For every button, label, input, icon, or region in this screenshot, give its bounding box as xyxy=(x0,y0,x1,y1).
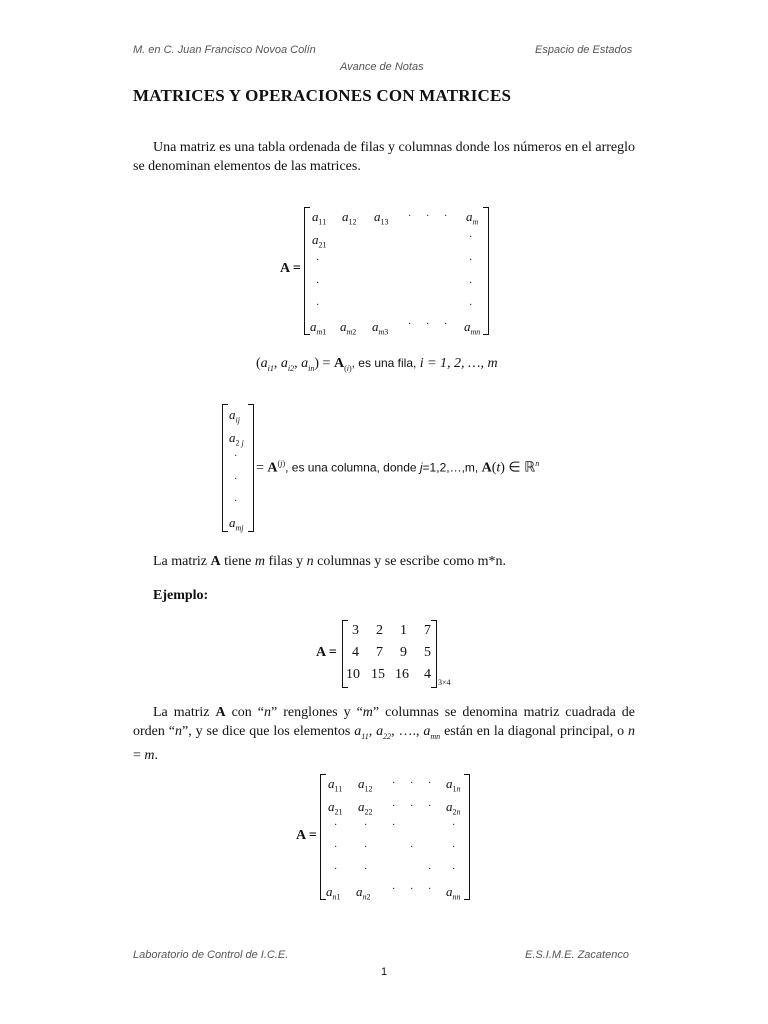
row-caption: ($a_{i1}$, $a_{i2}$, $a_{in}) = A_{(i)}$, es una fila, i = 1, 2, …, m xyxy=(256,356,498,373)
example-cell: 7 xyxy=(424,623,431,638)
example-cell: 10 xyxy=(346,667,360,682)
header-subtitle: Avance de Notas xyxy=(340,61,424,73)
example-cell: 9 xyxy=(400,645,407,660)
example-cell: 1 xyxy=(400,623,407,638)
column-vector: $a_{ij}$ $a_{2 j}$ · · · $a_{mj}$ xyxy=(222,404,262,532)
page-title: MATRICES Y OPERACIONES CON MATRICES xyxy=(133,86,512,105)
header-subject: Espacio de Estados xyxy=(535,44,633,56)
example-cell: 5 xyxy=(424,645,431,660)
example-cell: 16 xyxy=(395,667,409,682)
column-caption: = $A^{(j)}$, es una columna, donde j=1,2,…,m, A(t) ∈ ℝ$^n$ xyxy=(256,459,540,476)
column-caption-rest: =1,2,…,m, xyxy=(422,460,482,475)
page-number: 1 xyxy=(380,966,388,978)
example-size: 3×4 xyxy=(438,678,451,687)
footer-left: Laboratorio de Control de I.C.E. xyxy=(133,949,289,961)
header-author: M. en C. Juan Francisco Novoa Colín xyxy=(133,44,316,56)
example-cell: 15 xyxy=(371,667,385,682)
example-cell: 7 xyxy=(376,645,383,660)
matrix-a-general: A = $a_{11}$ $a_{12}$ $a_{13}$ · · · $a_m$ $a_{21}$ · · · · · · · $a_{m1}$ $a_{m2}$ $a_{m3}$ · · · $a_{mn}$ xyxy=(280,205,500,337)
row-caption-index: i = 1, 2, …, m xyxy=(419,356,498,371)
example-cell: 3 xyxy=(352,623,359,638)
footer-right: E.S.I.M.E. Zacatenco xyxy=(525,949,629,961)
column-caption-text: , es una columna, donde xyxy=(285,460,420,475)
example-label: Ejemplo: xyxy=(153,588,209,603)
example-cell: 2 xyxy=(376,623,383,638)
square-matrix-paragraph: La matriz A con “n” renglones y “m” columnas se denomina matriz cuadrada de orden “n”, y se dice que los elementos $a_{11}$, $a_{22}$, …., $a_{mn}$ están en la diagonal principal, o n = m. xyxy=(133,705,636,763)
example-cell: 4 xyxy=(352,645,359,660)
column-caption-j: j xyxy=(419,460,423,475)
example-matrix: A = 3 2 1 7 4 7 9 5 10 15 16 4 3×4 xyxy=(316,620,486,690)
example-cell: 4 xyxy=(424,667,431,682)
matrix-a-square: A = $a_{11}$ $a_{12}$ · · · $a_{1n}$ $a_{21}$ $a_{22}$ · · · $a_{2n}$ · · · · · · · · · · · · $a_{n1}$ $a_{n2}$ · · · $a_{nn}$ xyxy=(296,772,476,902)
dimensions-text: La matriz A tiene m filas y n columnas y se escribe como m*n. xyxy=(153,554,507,569)
row-caption-mid: , es una fila, xyxy=(351,356,420,370)
intro-paragraph: Una matriz es una tabla ordenada de filas y columnas donde los números en el arreglo se denominan elementos de las matrices. xyxy=(133,140,635,174)
